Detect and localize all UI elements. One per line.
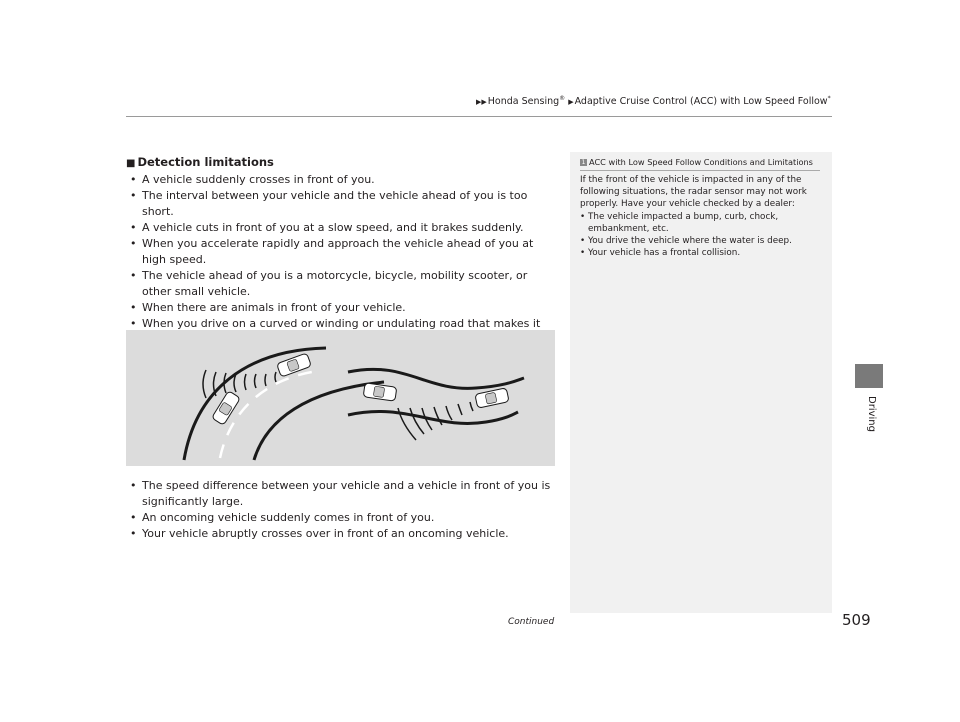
main-content: [126, 154, 558, 348]
road-edge-lower: [348, 412, 518, 424]
curved-road-illustration: [126, 330, 555, 466]
list-item: • The interval between your vehicle and the vehicle ahead of you is too short.: [126, 188, 558, 220]
asterisk-mark: *: [827, 95, 831, 102]
list-item: • A vehicle suddenly crosses in front of you.: [126, 172, 558, 188]
list-item: • Your vehicle abruptly crosses over in front of an oncoming vehicle.: [126, 526, 558, 542]
sidebar-list-item: • Your vehicle has a frontal collision.: [580, 247, 820, 259]
page-number: 509: [842, 611, 871, 629]
continued-label: Continued: [508, 617, 555, 627]
sidebar-title: [580, 157, 813, 167]
chapter-tab[interactable]: [861, 396, 877, 436]
additional-limitations: [126, 478, 558, 542]
section-marker-icon: ■: [126, 158, 136, 169]
sidebar-list-item: • You drive the vehicle where the water is deep.: [580, 235, 820, 247]
sidebar-list: [580, 211, 820, 260]
sidebar-list-item: • The vehicle impacted a bump, curb, chock, embankment, etc.: [580, 211, 820, 235]
list-item: • When you drive on a curved or winding or undulating road that makes it: [126, 316, 558, 348]
header-divider: [126, 116, 832, 117]
breadcrumb-topic[interactable]: Adaptive Cruise Control (ACC) with Low Speed Follow: [574, 96, 828, 108]
limitations-list: [126, 172, 558, 348]
chapter-tab-label: Driving: [866, 396, 877, 432]
sidebar-divider: [580, 170, 820, 171]
sidebar-intro: If the front of the vehicle is impacted in any of the following situations, the radar sensor may not work properly. Have your vehicle checked by a dealer:: [580, 175, 807, 210]
arrow-icon: ▶: [568, 98, 574, 107]
section-heading: [126, 154, 558, 172]
list-item: • The vehicle ahead of you is a motorcycle, bicycle, mobility scooter, or other small vehicle.: [126, 268, 558, 300]
list-item: • The speed difference between your vehicle and a vehicle in front of you is significantly large.: [126, 478, 558, 510]
list-item: • When there are animals in front of your vehicle.: [126, 300, 558, 316]
registered-mark: ®: [559, 95, 566, 102]
chapter-tab-marker: [855, 364, 883, 388]
list-item: • A vehicle cuts in front of you at a slow speed, and it brakes suddenly.: [126, 220, 558, 236]
lead-car-right: [475, 388, 509, 408]
breadcrumb: [476, 95, 831, 107]
list-item: • An oncoming vehicle suddenly comes in front of you.: [126, 510, 558, 526]
limitations-list-2: [126, 478, 558, 542]
list-item: • When you accelerate rapidly and approach the vehicle ahead of you at high speed.: [126, 236, 558, 268]
breadcrumb-section[interactable]: Honda Sensing: [487, 96, 560, 108]
sidebar-body: [580, 174, 820, 259]
own-car-right: [363, 383, 397, 401]
note-number-icon: 1: [581, 159, 586, 166]
section-heading-text: Detection limitations: [137, 155, 274, 169]
sidebar-title-text: ACC with Low Speed Follow Conditions and Limitations: [589, 157, 813, 167]
double-arrow-icon: ▶▶: [476, 98, 487, 107]
